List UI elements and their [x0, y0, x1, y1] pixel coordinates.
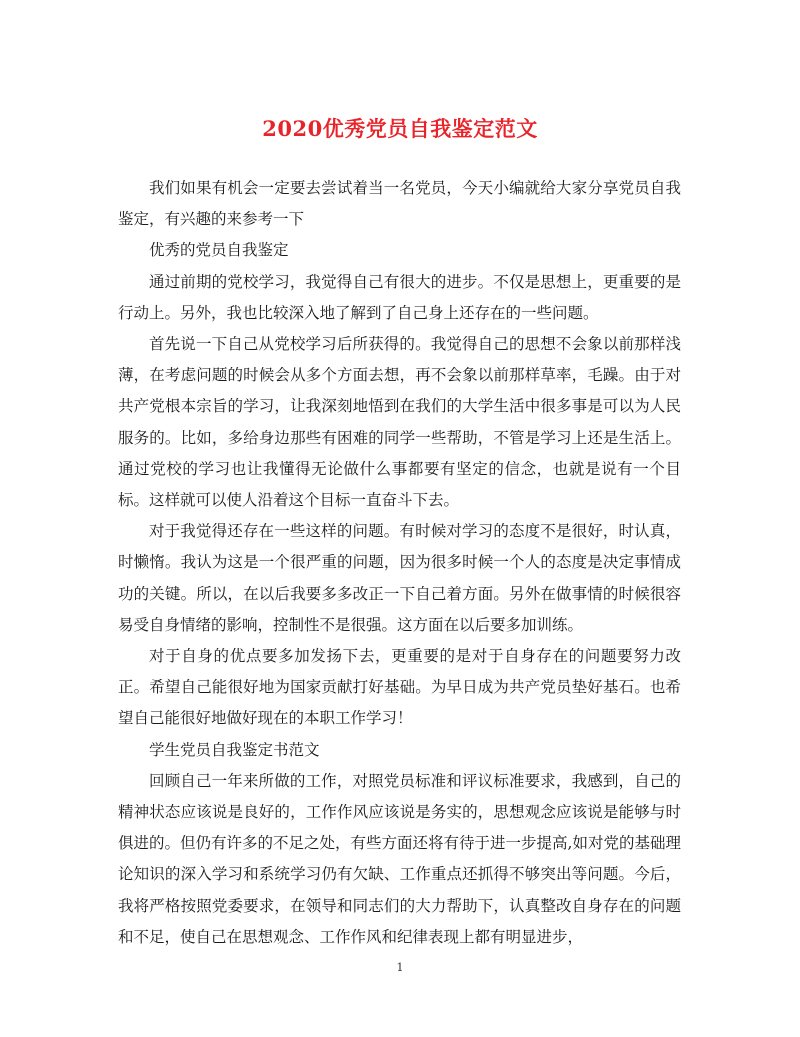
body-paragraph: 通过前期的党校学习，我觉得自己有很大的进步。不仅是思想上，更重要的是行动上。另外，我也比较深入地了解到了自己身上还存在的一些问题。 — [118, 272, 681, 322]
section-heading-student-member: 学生党员自我鉴定书范文 — [149, 740, 320, 759]
section-heading-excellent-member: 优秀的党员自我鉴定 — [149, 241, 289, 260]
body-paragraph: 对于我觉得还存在一些这样的问题。有时候对学习的态度不是很好，时认真，时懒惰。我认为这是一个很严重的问题，因为很多时候一个人的态度是决定事情成功的关键。所以，在以后我要多多改正一下自己着方面。另外在做事情的时候很容易受自身情绪的影响，控制性不是很强。这方面在以后要多加训练。 — [118, 522, 681, 634]
document-title: 2020优秀党员自我鉴定范文 — [262, 116, 538, 141]
body-paragraph: 回顾自己一年来所做的工作，对照党员标准和评议标准要求，我感到，自己的精神状态应该说是良好的，工作作风应该说是务实的，思想观念应该说是能够与时俱进的。但仍有许多的不足之处，有些方面还将有待于进一步提高,如对党的基础理论知识的深入学习和系统学习仍有欠缺、工作重点还抓得不够突出等问题。今后，我将严格按照党委要求，在领导和同志们的大力帮助下，认真整改自身存在的问题和不足，使自己在思想观念、工作作风和纪律表现上都有明显进步， — [118, 771, 681, 946]
body-paragraph: 对于自身的优点要多加发扬下去，更重要的是对于自身存在的问题要努力改正。希望自己能很好地为国家贡献打好基础。为早日成为共产党员垫好基石。也希望自己能很好地做好现在的本职工作学习！ — [118, 647, 681, 728]
page-number: 1 — [396, 961, 404, 974]
document-body — [118, 173, 681, 953]
body-paragraph: 首先说一下自己从党校学习后所获得的。我觉得自己的思想不会象以前那样浅薄，在考虑问题的时候会从多个方面去想，再不会象以前那样草率，毛躁。由于对共产党根本宗旨的学习，让我深刻地悟到在我们的大学生活中很多事是可以为人民服务的。比如，多给身边那些有困难的同学一些帮助，不管是学习上还是生活上。通过党校的学习也让我懂得无论做什么事都要有坚定的信念，也就是说有一个目标。这样就可以使人沿着这个目标一直奋斗下去。 — [118, 335, 681, 510]
intro-paragraph: 我们如果有机会一定要去尝试着当一名党员，今天小编就给大家分享党员自我鉴定，有兴趣的来参考一下 — [118, 179, 681, 229]
